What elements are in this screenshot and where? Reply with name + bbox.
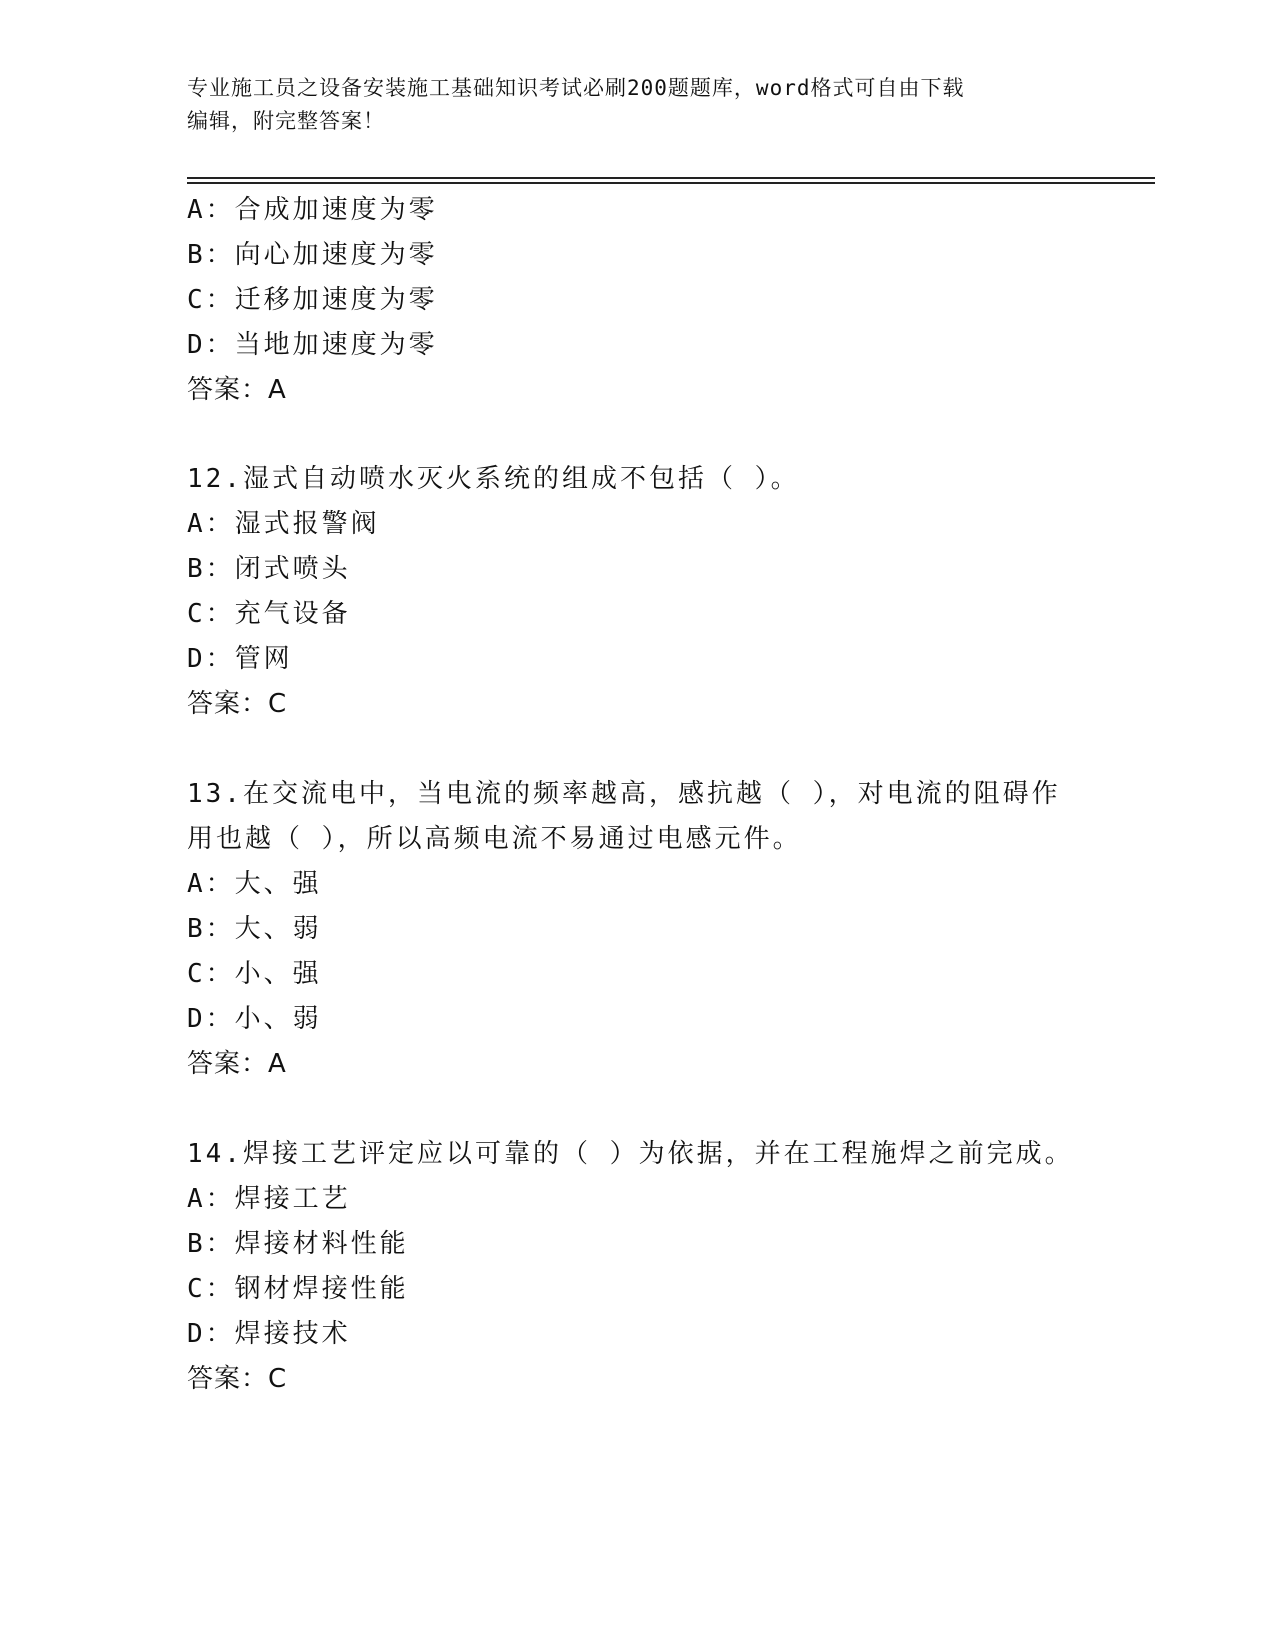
q13-option-c: C：小、强 — [187, 959, 322, 989]
q14-option-c: C：钢材焊接性能 — [187, 1274, 409, 1304]
q11-option-a: A：合成加速度为零 — [187, 195, 438, 225]
q14-option-a: A：焊接工艺 — [187, 1184, 351, 1214]
q13-question-line1: 13.在交流电中，当电流的频率越高，感抗越（ ），对电流的阻碍作 — [187, 779, 1061, 809]
q14-option-b: B：焊接材料性能 — [187, 1229, 409, 1259]
document-header — [187, 72, 1067, 138]
header-divider-bottom — [187, 182, 1155, 184]
q13-option-b: B：大、弱 — [187, 914, 322, 944]
q11-option-b: B：向心加速度为零 — [187, 240, 438, 270]
q13-option-a: A：大、强 — [187, 869, 322, 899]
q12-option-a: A：湿式报警阀 — [187, 509, 380, 539]
q13-answer: 答案：A — [187, 1049, 287, 1079]
q12-answer: 答案：C — [187, 689, 288, 719]
q14-option-d: D：焊接技术 — [187, 1319, 351, 1349]
q11-answer: 答案：A — [187, 375, 287, 405]
q13-option-d: D：小、弱 — [187, 1004, 322, 1034]
q12-option-b: B：闭式喷头 — [187, 554, 351, 584]
q11-option-c: C：迁移加速度为零 — [187, 285, 438, 315]
q12-option-c: C：充气设备 — [187, 599, 351, 629]
q11-option-d: D：当地加速度为零 — [187, 330, 438, 360]
q12-option-d: D：管网 — [187, 644, 293, 674]
q13-question-line2: 用也越（ ），所以高频电流不易通过电感元件。 — [187, 824, 802, 854]
header-title-line2: 编辑，附完整答案！ — [187, 109, 385, 133]
q14-answer: 答案：C — [187, 1364, 288, 1394]
q12-question: 12.湿式自动喷水灭火系统的组成不包括（ ）。 — [187, 464, 800, 494]
q14-question: 14.焊接工艺评定应以可靠的（ ）为依据，并在工程施焊之前完成。 — [187, 1139, 1074, 1169]
header-divider-top — [187, 177, 1155, 179]
header-title-line1: 专业施工员之设备安装施工基础知识考试必刷200题题库，word格式可自由下载 — [187, 76, 965, 100]
